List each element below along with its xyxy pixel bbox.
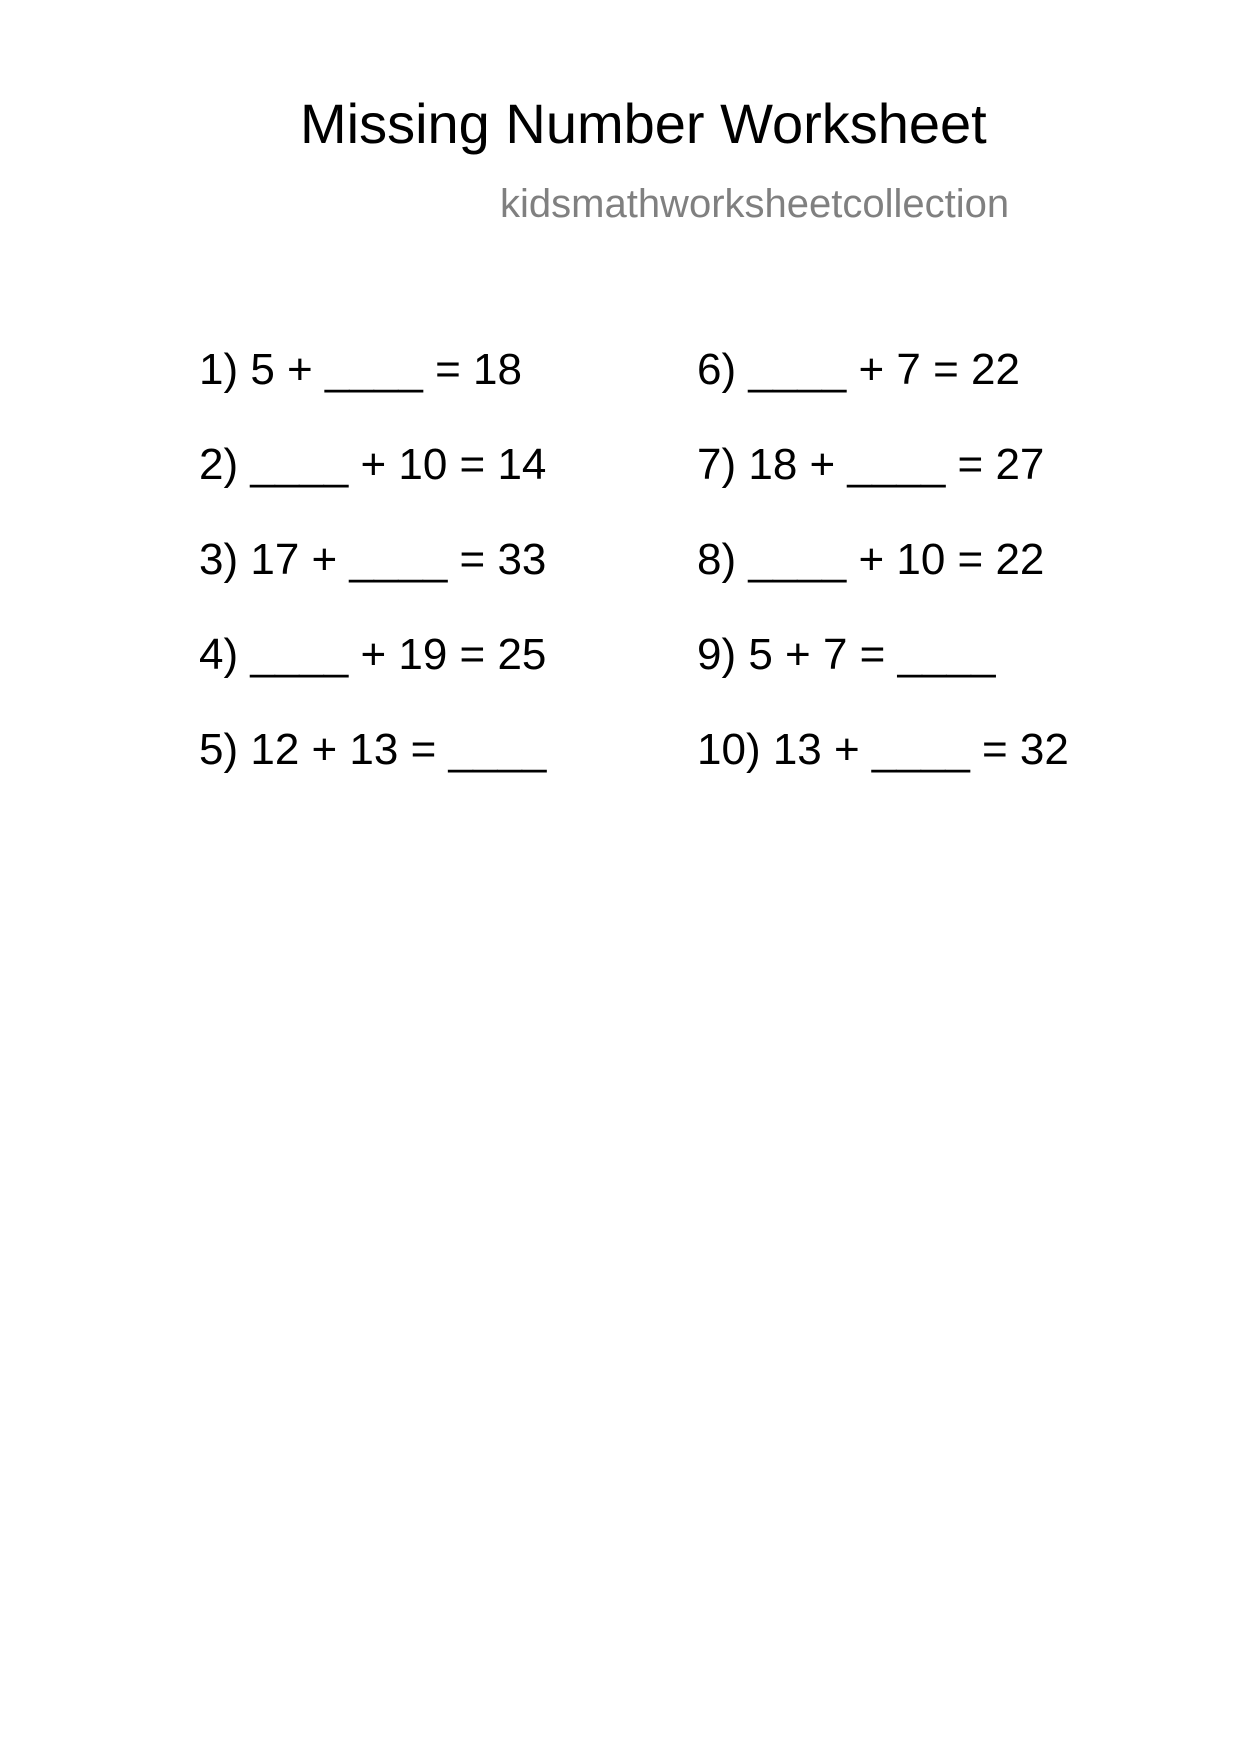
problem-7: 7) 18 + ____ = 27 bbox=[697, 440, 1045, 489]
problem-2: 2) ____ + 10 = 14 bbox=[199, 440, 547, 489]
problem-3: 3) 17 + ____ = 33 bbox=[199, 535, 547, 584]
problem-9: 9) 5 + 7 = ____ bbox=[697, 630, 996, 679]
problem-5: 5) 12 + 13 = ____ bbox=[199, 725, 547, 774]
problem-1: 1) 5 + ____ = 18 bbox=[199, 345, 522, 394]
problem-8: 8) ____ + 10 = 22 bbox=[697, 535, 1045, 584]
site-watermark: kidsmathworksheetcollection bbox=[500, 182, 1010, 226]
problem-4: 4) ____ + 19 = 25 bbox=[199, 630, 547, 679]
problem-column-right bbox=[697, 345, 1069, 823]
page-title: Missing Number Worksheet bbox=[300, 92, 987, 155]
problem-6: 6) ____ + 7 = 22 bbox=[697, 345, 1020, 394]
problem-10: 10) 13 + ____ = 32 bbox=[697, 725, 1069, 774]
problem-column-left bbox=[199, 345, 547, 823]
